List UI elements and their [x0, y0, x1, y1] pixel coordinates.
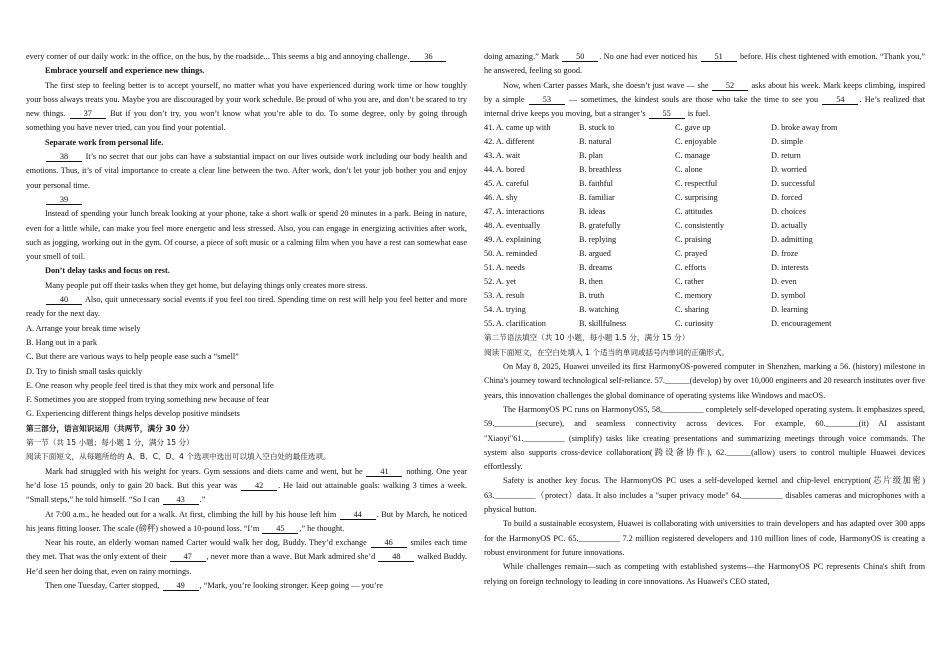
paragraph-delay: Many people put off their tasks when they get home, but delaying things only creates more stress.: [45, 280, 368, 290]
cloze-paragraph-3: [26, 536, 467, 579]
section1-instructions: 阅读下面短文，从每题所给的 A、B、C、D、4 个选项中选出可以填入空白处的最佳选项。: [26, 452, 331, 462]
question-option-b[interactable]: B. dreams: [579, 263, 613, 273]
question-option-d[interactable]: D. worried: [771, 165, 807, 175]
question-option-b[interactable]: B. faithful: [579, 179, 613, 189]
blank-49[interactable]: 49: [163, 581, 199, 591]
blank-37[interactable]: 37: [70, 109, 106, 119]
question-option-a[interactable]: 53. A. result: [484, 291, 525, 301]
text: Near his route, an elderly woman named Carter would walk her dog, Buddy. They’d exchange: [45, 538, 367, 548]
text: The first step to feeling better is to accept yourself, no matter what you have experienced during work time or how toughly your boss always treats you. Maybe you are discouraged by your work schedule. Be proud of who you are, and don’t be scared to try new things.: [26, 80, 467, 119]
option-item: F. Sometimes you are stopped from trying something new because of fear: [26, 395, 270, 405]
text: asks about his week. Mark keeps climbing, inspired by a simple: [484, 80, 926, 104]
question-option-b[interactable]: B. stuck to: [579, 123, 615, 133]
text: before. His chest tightened with emotion. “Thank you,” he answered, feeling so good.: [484, 52, 926, 76]
option-item: E. One reason why people feel tired is that they mix work and personal life: [26, 380, 274, 390]
text: Also, quit unnecessary social events if you feel too tired. Spending time on rest will help you feel better and more ready for the next day.: [26, 295, 468, 319]
question-option-d[interactable]: D. return: [771, 151, 801, 161]
text: It’s no secret that our jobs can have a substantial impact on our lives outside work including our body health and emotions. Thus, it’s of vital importance to create a clear line between the two. After work, don’t let your job bother you and enjoy your personal time.: [26, 152, 467, 190]
text: Then one Tuesday, Carter stopped,: [45, 580, 160, 590]
question-option-d[interactable]: D. interests: [771, 263, 809, 273]
question-option-c[interactable]: C. attitudes: [675, 207, 713, 217]
text: Now, when Carter passes Mark, she doesn’t just wave — she: [503, 80, 709, 90]
blank-54[interactable]: 54: [822, 95, 858, 105]
blank-51[interactable]: 51: [701, 52, 737, 62]
text: , “Mark, you’re looking stronger. Keep going — you’re: [199, 580, 384, 590]
option-item: D. Try to finish small tasks quickly: [26, 366, 143, 376]
text: . He’s realized that internal drive keeps you moving, but a stranger’s: [484, 94, 925, 119]
question-option-b[interactable]: B. breathless: [579, 165, 622, 175]
question-option-d[interactable]: D. actually: [771, 221, 808, 231]
blank-55[interactable]: 55: [649, 109, 685, 119]
question-option-b[interactable]: B. plan: [579, 151, 603, 161]
multiple-choice-options: [484, 121, 925, 331]
paragraph-intro: [26, 50, 467, 64]
blank-36[interactable]: 36: [410, 52, 446, 62]
section2-instructions: 阅读下面短文，在空白处填入 1 个适当的单词或括号内单词的正确形式。: [484, 347, 730, 357]
option-list: [26, 322, 467, 422]
question-option-d[interactable]: D. learning: [771, 305, 809, 315]
question-option-c[interactable]: C. alone: [675, 165, 703, 175]
blank-52[interactable]: 52: [712, 81, 748, 91]
question-option-b[interactable]: B. argued: [579, 249, 611, 259]
question-option-d[interactable]: D. admitting: [771, 235, 813, 245]
question-option-a[interactable]: 52. A. yet: [484, 277, 517, 287]
blank-39[interactable]: 39: [46, 195, 82, 205]
text: smiles each time they met. That was the only extent of their: [26, 538, 467, 562]
grammar-paragraph-2: The HarmonyOS PC runs on HarmonyOS5, 58,__________ completely self-developed operating system. It emphasizes speed, 59.__________(secure), and seamless connectivity across devices. For example, 60.________(it) AI assistant "Xiaoyi"61.__________ (simplify) tasks like creating presentations and summarizing meetings through voice commands. The system also supports cross-device collaboration(跨设备协作), 62.______(allow) users to control multiple Huawei devices effortlessly.: [484, 404, 925, 472]
question-option-d[interactable]: D. symbol: [771, 291, 806, 301]
blank-42[interactable]: 42: [241, 481, 277, 491]
paragraph-lunch: Instead of spending your lunch break looking at your phone, take a short walk or spend 20 minutes in a park. Being in nature, even for a little while, can make you feel more energetic and less stressed. Also, you can engage in energizing activities after work, such as jogging, working out in the gym. Of course, a piece of soft music or a calming film when you have a rest can somewhat ease your smell of toil.: [26, 209, 467, 262]
left-column: [26, 50, 467, 593]
question-option-b[interactable]: B. replying: [579, 235, 617, 245]
text: — sometimes, the kindest souls are those who take the time to see you: [569, 94, 819, 104]
question-option-a[interactable]: 49. A. explaining: [484, 235, 541, 245]
question-option-a[interactable]: 51. A. needs: [484, 263, 525, 273]
question-option-a[interactable]: 41. A. came up with: [484, 123, 551, 133]
text: walked Buddy. He’d seen her doing that, even on rainy mornings.: [26, 552, 467, 576]
grammar-paragraph-1: On May 8, 2025, Huawei unveiled its first HarmonyOS-powered computer in Shenzhen, marking a 56. (history) milestone in China's journey toward technological self-reliance. 57.______(develop) by over 10,000 engineers and 20 research institutes over five years, this innovation challenges the global dominance of operating systems like Windows and macOS.: [484, 362, 925, 400]
text: ,” he thought.: [299, 523, 345, 533]
question-option-b[interactable]: B. ideas: [579, 207, 606, 217]
question-option-c[interactable]: C. consistently: [675, 221, 725, 231]
text: doing amazing.” Mark: [484, 52, 559, 61]
question-option-b[interactable]: B. skillfulness: [579, 319, 627, 329]
paragraph-embrace: [26, 79, 467, 136]
text: is fuel.: [687, 109, 711, 119]
question-option-d[interactable]: D. even: [771, 277, 797, 287]
text: . He laid out attainable goals: walking 3 times a week. “Small steps,” he told himself. “So I can: [26, 480, 468, 505]
heading-separate: Separate work from personal life.: [45, 137, 164, 147]
question-option-a[interactable]: 42. A. different: [484, 137, 535, 147]
blank-41[interactable]: 41: [366, 467, 402, 477]
option-item: G. Experiencing different things helps develop positive mindsets: [26, 409, 240, 419]
text: , never more than a wave. But Mark admired she’d: [206, 552, 376, 562]
question-option-a[interactable]: 55. A. clarification: [484, 319, 546, 329]
section2-title: 第二节语法填空（共 10 小题，每小题 1.5 分，满分 15 分）: [484, 333, 690, 343]
question-option-d[interactable]: D. broke away from: [771, 123, 838, 133]
question-option-b[interactable]: B. gratefully: [579, 221, 621, 231]
blank-44[interactable]: 44: [340, 510, 376, 520]
blank-48[interactable]: 48: [378, 552, 414, 562]
option-item: A. Arrange your break time wisely: [26, 323, 141, 333]
blank-47[interactable]: 47: [170, 552, 206, 562]
question-option-c[interactable]: C. surprising: [675, 193, 718, 203]
blank-38[interactable]: 38: [46, 152, 82, 162]
question-option-c[interactable]: C. efforts: [675, 263, 707, 273]
option-item: B. Hang out in a park: [26, 337, 98, 347]
question-option-a[interactable]: 54. A. trying: [484, 305, 526, 315]
grammar-paragraph-4: To build a sustainable ecosystem, Huawei is collaborating with universities to train developers and has adapted over 300 apps for the HarmonyOS PC. 65.__________ 7.2 million registered developers and 110 million lines of code, HarmonyOS is creating a robust environment for future innovations.: [484, 519, 925, 557]
text: At 7:00 a.m., he headed out for a walk. At first, climbing the hill by his house left him: [45, 509, 337, 519]
question-option-c[interactable]: C. sharing: [675, 305, 709, 315]
blank-43[interactable]: 43: [163, 495, 199, 505]
question-option-d[interactable]: D. choices: [771, 207, 806, 217]
text: Mark had struggled with his weight for years. Gym sessions and diets came and went, but he: [45, 466, 363, 476]
question-option-b[interactable]: B. truth: [579, 291, 605, 301]
heading-delay: Don’t delay tasks and focus on rest.: [45, 266, 170, 276]
blank-40[interactable]: 40: [46, 295, 82, 305]
question-option-c[interactable]: C. enjoyable: [675, 137, 717, 147]
blank-50[interactable]: 50: [562, 52, 598, 62]
question-option-d[interactable]: D. froze: [771, 249, 799, 259]
question-option-c[interactable]: C. curiosity: [675, 319, 714, 329]
option-item: C. But there are various ways to help people ease such a “smell”: [26, 352, 239, 362]
question-option-a[interactable]: 44. A. bored: [484, 165, 525, 175]
question-option-a[interactable]: 43. A. wait: [484, 151, 521, 161]
part3-title: 第三部分，语言知识运用（共两节，满分 30 分）: [26, 423, 194, 433]
text: But if you don’t try, you won’t know what you’re able to do. To some degree, only by going through something you have never tried, can you find your potential.: [26, 109, 467, 133]
section1-title: 第一节（共 15 小题；每小题 1 分，满分 15 分）: [26, 438, 194, 448]
heading-embrace: Embrace yourself and experience new things.: [45, 66, 205, 76]
question-option-b[interactable]: B. familiar: [579, 193, 615, 203]
paragraph-blank-39: [26, 193, 467, 207]
question-option-c[interactable]: C. praising: [675, 235, 712, 245]
question-option-c[interactable]: C. memory: [675, 291, 713, 301]
question-option-c[interactable]: C. rather: [675, 277, 704, 287]
text: nothing. One year he’d lose 15 pounds, only to gain 20 back. But this year was: [26, 466, 468, 490]
cloze-paragraph-4: [26, 579, 467, 593]
text: .”: [199, 495, 206, 505]
cloze-paragraph-2: [26, 508, 467, 537]
question-option-c[interactable]: C. prayed: [675, 249, 708, 259]
paragraph-blank-40: [26, 293, 467, 322]
question-option-c[interactable]: C. respectful: [675, 179, 718, 189]
question-option-a[interactable]: 50. A. reminded: [484, 249, 538, 259]
blank-45[interactable]: 45: [262, 524, 298, 534]
grammar-paragraph-3: Safety is another key focus. The HarmonyOS PC uses a self-developed kernel and chip-level encryption(芯片级加密) 63.__________（protect）data. It also includes a "super privacy mode" 64.__________ disables cameras and microphones with a physical button.: [484, 476, 925, 515]
cloze-paragraph-4-cont: [484, 50, 925, 79]
grammar-paragraph-5: While challenges remain—such as competing with established systems—the HarmonyOS PC represents China's shift from relying on foreign technology to leading in core innovations. As Huawei's CEO stated,: [484, 562, 925, 586]
blank-53[interactable]: 53: [529, 95, 565, 105]
question-option-a[interactable]: 46. A. shy: [484, 193, 518, 203]
question-option-d[interactable]: D. encouragement: [771, 319, 832, 329]
question-option-c[interactable]: C. gave up: [675, 123, 711, 133]
text: every corner of our daily work: in the office, on the bus, by the roadside... This seems a big and annoying challenge.: [26, 52, 410, 61]
question-option-c[interactable]: C. manage: [675, 151, 711, 161]
text: . No one had ever noticed his: [599, 52, 698, 61]
question-option-a[interactable]: 47. A. interactions: [484, 207, 545, 217]
right-column: [484, 50, 925, 589]
cloze-paragraph-5: [484, 79, 925, 122]
cloze-paragraph-1: [26, 465, 467, 508]
question-option-b[interactable]: B. watching: [579, 305, 619, 315]
question-option-d[interactable]: D. forced: [771, 193, 803, 203]
paragraph-separate: [26, 150, 467, 193]
question-option-b[interactable]: B. natural: [579, 137, 612, 147]
text: . But by March, he noticed his jeans fitting looser. The scale (磅秤) showed a 10-pound loss. “I’m: [26, 509, 468, 533]
question-option-d[interactable]: D. simple: [771, 137, 804, 147]
question-option-a[interactable]: 45. A. careful: [484, 179, 529, 189]
question-option-d[interactable]: D. successful: [771, 179, 815, 189]
blank-46[interactable]: 46: [371, 538, 407, 548]
question-option-a[interactable]: 48. A. eventually: [484, 221, 541, 231]
question-option-b[interactable]: B. then: [579, 277, 603, 287]
